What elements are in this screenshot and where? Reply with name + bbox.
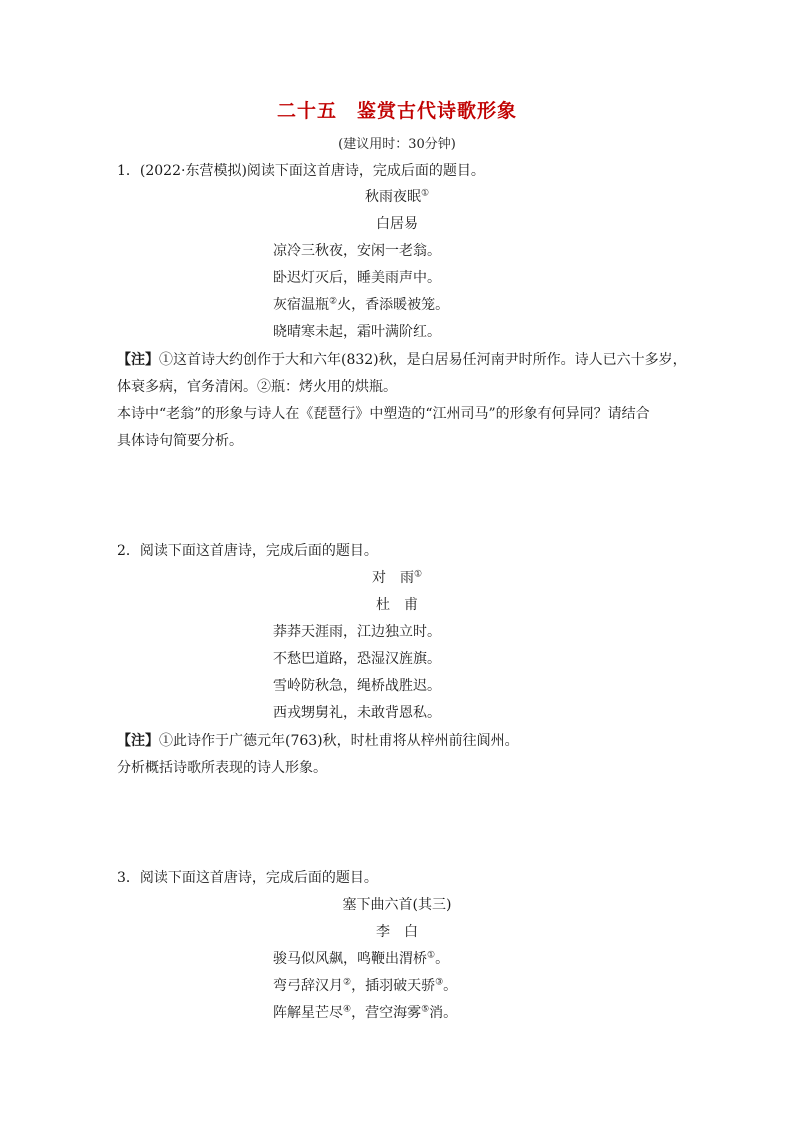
q3-footnote-mark: ⑤ [421, 1004, 430, 1015]
q1-note-text1: ①这首诗大约创作于大和六年(832)秋，是白居易任河南尹时所作。诗人已六十多岁， [159, 352, 687, 368]
q1-question-line1: 本诗中“老翁”的形象与诗人在《琵琶行》中塑造的“江州司马”的形象有何异同？请结合 [117, 406, 650, 422]
q3-poem-line [273, 1003, 457, 1023]
q3-poem-line [273, 949, 449, 969]
q3-poem-line-part: 。 [435, 951, 450, 967]
q3-poem-line-part: ，营空海雾 [351, 1005, 422, 1021]
q1-poem-line: 卧迟灯灭后，睡美雨声中。 [273, 270, 441, 286]
q3-footnote-mark: ① [427, 950, 436, 961]
q1-poem-title-mark: ① [420, 188, 430, 199]
q1-poem-author: 白居易 [376, 216, 418, 232]
q1-poem-line-part: 灰宿温瓶 [273, 297, 329, 313]
q3-footnote-mark: ② [343, 977, 352, 988]
q1-note-line2: 体衰多病，官务清闲。②瓶：烤火用的烘瓶。 [117, 379, 397, 395]
q3-prompt: 3．阅读下面这首唐诗，完成后面的题目。 [117, 870, 378, 886]
q1-poem-title [0, 187, 794, 207]
q2-note [117, 731, 519, 751]
q2-question: 分析概括诗歌所表现的诗人形象。 [117, 760, 327, 776]
q1-poem-title-text: 秋雨夜眠 [364, 189, 421, 205]
q3-poem-line-part: 骏马似风飙，鸣鞭出渭桥 [273, 951, 427, 967]
q1-question-line2: 具体诗句简要分析。 [117, 433, 243, 449]
q1-footnote-mark: ② [329, 296, 338, 307]
q1-poem-line-part: 火，香添暖被笼。 [337, 297, 450, 313]
q2-note-label: 【注】 [117, 733, 159, 749]
q2-poem-line: 不愁巴道路，恐湿汉旌旗。 [273, 651, 441, 667]
q1-prompt: 1．(2022·东营模拟)阅读下面这首唐诗，完成后面的题目。 [117, 163, 485, 179]
q2-poem-title-mark: ① [413, 569, 423, 580]
q2-poem-title-text: 对 雨 [371, 570, 414, 586]
q3-footnote-mark: ③ [435, 977, 444, 988]
q2-note-text: ①此诗作于广德元年(763)秋，时杜甫将从梓州前往阆州。 [159, 733, 519, 749]
q3-poem-line [273, 976, 457, 996]
q3-poem-line-part: 消。 [429, 1005, 458, 1021]
q1-poem-line: 凉冷三秋夜，安闲一老翁。 [273, 243, 441, 259]
page-title: 二十五 鉴赏古代诗歌形象 [276, 100, 517, 122]
q3-poem-line-part: 阵解星芒尽 [273, 1005, 343, 1021]
q3-footnote-mark: ④ [343, 1004, 352, 1015]
q2-prompt: 2．阅读下面这首唐诗，完成后面的题目。 [117, 543, 378, 559]
q3-poem-author: 李 白 [376, 924, 418, 940]
q2-poem-author: 杜 甫 [376, 597, 418, 613]
q2-poem-line: 雪岭防秋急，绳桥战胜迟。 [273, 678, 441, 694]
q3-poem-line-part: ，插羽破天骄 [351, 978, 436, 994]
q3-poem-title: 塞下曲六首(其三) [342, 897, 452, 913]
q3-poem-line-part: 。 [443, 978, 458, 994]
q1-note-line1 [117, 350, 687, 370]
q2-poem-line: 莽莽天涯雨，江边独立时。 [273, 624, 441, 640]
q1-note-label: 【注】 [117, 352, 159, 368]
q1-poem-line: 晓晴寒未起，霜叶满阶红。 [273, 324, 441, 340]
q3-poem-line-part: 弯弓辞汉月 [273, 978, 343, 994]
q1-poem-line [273, 295, 449, 315]
suggested-time: (建议用时：30分钟) [338, 137, 456, 152]
q2-poem-title [0, 568, 794, 588]
q2-poem-line: 西戎甥舅礼，未敢背恩私。 [273, 705, 441, 721]
